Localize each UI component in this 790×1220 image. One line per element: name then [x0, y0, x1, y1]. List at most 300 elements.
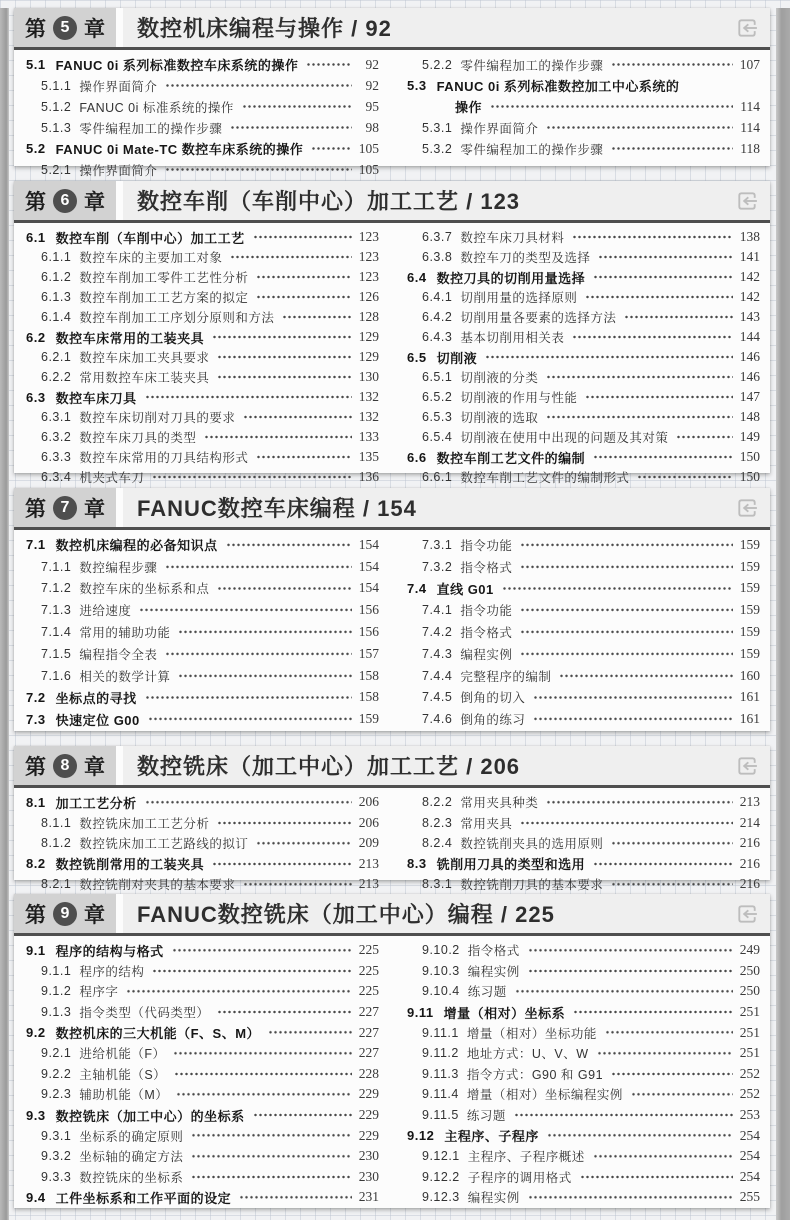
dot-leader — [190, 1125, 352, 1146]
entry-title: 完整程序的编制 — [460, 669, 552, 684]
entry-title: 切削用量各要素的选择方法 — [460, 311, 617, 325]
dot-leader — [190, 1167, 352, 1188]
entry-title: 常用数控车床工装夹具 — [79, 371, 210, 385]
toc-entry — [407, 1105, 760, 1126]
entry-number: 7.4.6 — [422, 712, 453, 727]
entry-number: 9.10.3 — [422, 963, 460, 978]
entry-page: 141 — [739, 249, 760, 264]
dot-leader — [305, 54, 352, 75]
toc-entry — [407, 599, 760, 621]
toc-column-left — [26, 792, 379, 895]
toc-column-right — [407, 940, 760, 1208]
toc-entry — [407, 833, 760, 854]
toc-columns — [14, 530, 770, 730]
toc-entry — [407, 961, 760, 982]
entry-title: 数控车床加工夹具要求 — [79, 351, 210, 365]
entry-title: 数控铣床的坐标系 — [79, 1170, 184, 1185]
entry-page: 146 — [739, 369, 760, 384]
toc-entry — [407, 54, 760, 75]
toc-entry — [26, 1002, 379, 1023]
entry-number: 7.1.6 — [41, 668, 72, 683]
toc-entry — [407, 792, 760, 813]
chapter-title: 数控机床编程与操作 / 92 — [137, 16, 392, 41]
entry-title: 编程指令全表 — [79, 647, 158, 662]
entry-number: 7.4.5 — [422, 690, 453, 705]
entry-title: 机夹式车刀 — [79, 471, 145, 485]
return-arrow-icon — [734, 188, 760, 214]
entry-page: 228 — [358, 1065, 379, 1081]
entry-page: 250 — [739, 962, 760, 978]
entry-title: 倒角的练习 — [460, 713, 526, 728]
entry-page: 161 — [739, 711, 760, 727]
entry-number: 7.4.1 — [422, 603, 453, 618]
toc-entry — [26, 117, 379, 138]
entry-number: 8.1.2 — [41, 836, 72, 851]
entry-title: 切削液的选取 — [460, 411, 539, 425]
dot-leader — [546, 1125, 733, 1146]
dot-leader — [225, 534, 352, 556]
entry-number: 5.2.1 — [41, 162, 72, 177]
entry-title: 数控车床切削对刀具的要求 — [79, 411, 236, 425]
entry-title: 数控车床常用的工装夹具 — [55, 330, 205, 346]
toc-columns — [14, 50, 770, 180]
chapter-prefix: 第 — [25, 755, 46, 779]
entry-page: 230 — [358, 1148, 379, 1164]
entry-page: 154 — [358, 580, 379, 596]
entry-title: 数控机床编程的必备知识点 — [55, 538, 218, 554]
entry-title: 子程序的调用格式 — [467, 1170, 572, 1185]
entry-title: 数控铣床加工工艺路线的拟订 — [79, 837, 249, 852]
chapter-number-badge: 7 — [53, 496, 77, 520]
entry-title: 数控铣削夹具的选用原则 — [460, 837, 604, 852]
toc-entry — [407, 347, 760, 367]
toc-entry — [26, 227, 379, 247]
toc-entry — [26, 447, 379, 467]
entry-title: 常用夹具种类 — [460, 796, 539, 811]
toc-entry — [26, 1146, 379, 1167]
entry-page: 123 — [358, 229, 379, 244]
dot-leader — [151, 961, 352, 982]
entry-title: 主程序、子程序概述 — [467, 1150, 585, 1165]
entry-title: 增量（相对）坐标功能 — [466, 1026, 597, 1041]
entry-number: 9.3.2 — [41, 1149, 72, 1164]
entry-page: 123 — [358, 269, 379, 284]
toc-entry — [407, 1002, 760, 1023]
entry-number: 6.5.4 — [422, 430, 453, 444]
entry-number: 8.1.1 — [41, 815, 72, 830]
toc-entry — [26, 1043, 379, 1064]
entry-page: 128 — [358, 309, 379, 324]
dot-leader — [592, 267, 733, 287]
toc-columns — [14, 936, 770, 1208]
entry-page: 118 — [740, 140, 760, 156]
entry-page: 150 — [739, 469, 760, 484]
entry-number: 8.2.1 — [41, 877, 72, 892]
toc-entry — [407, 854, 760, 875]
toc-columns — [14, 223, 770, 487]
entry-number: 7.3.2 — [422, 559, 453, 574]
entry-title: 零件编程加工的操作步骤 — [460, 142, 604, 157]
entry-title: 数控车床刀具的类型 — [79, 431, 197, 445]
entry-number: 7.1 — [26, 537, 46, 553]
entry-number: 6.1.3 — [41, 290, 72, 304]
toc-entry — [407, 367, 760, 387]
toc-entry — [26, 1187, 379, 1208]
entry-title: 数控车床常用的刀具结构形式 — [79, 451, 249, 465]
toc-entry — [26, 267, 379, 287]
entry-page: 130 — [358, 369, 379, 384]
dot-leader — [216, 578, 352, 600]
dot-leader — [584, 287, 733, 307]
page-right-edge — [776, 8, 790, 1220]
entry-page: 132 — [358, 409, 379, 424]
entry-page: 159 — [358, 711, 379, 727]
toc-page — [14, 8, 770, 1208]
entry-number: 6.3.3 — [41, 450, 72, 464]
dot-leader — [519, 599, 733, 621]
toc-entry — [26, 287, 379, 307]
toc-entry — [26, 1125, 379, 1146]
entry-page: 206 — [358, 794, 379, 810]
entry-number: 7.4.2 — [422, 625, 453, 640]
entry-title: 数控车床的主要加工对象 — [79, 251, 223, 265]
entry-page: 216 — [739, 855, 760, 871]
entry-number: 6.5.2 — [422, 390, 453, 404]
entry-number: 8.2.2 — [422, 795, 453, 810]
chapter-label — [14, 894, 116, 933]
toc-entry — [407, 327, 760, 347]
entry-number: 6.5.1 — [422, 370, 453, 384]
toc-entry — [26, 1167, 379, 1188]
dot-leader — [514, 981, 733, 1002]
toc-columns — [14, 788, 770, 895]
entry-page: 142 — [739, 269, 760, 284]
toc-entry — [26, 833, 379, 854]
entry-page: 150 — [739, 449, 760, 464]
entry-title: 数控车床刀具材料 — [460, 231, 565, 245]
toc-column-left — [26, 940, 379, 1208]
dot-leader — [281, 307, 352, 327]
return-arrow-icon — [734, 495, 760, 521]
toc-column-right — [407, 54, 760, 180]
entry-number: 7.1.1 — [41, 559, 72, 574]
dot-leader — [241, 96, 352, 117]
entry-number: 6.2.2 — [41, 370, 72, 384]
chapter-title: FANUC数控铣床（加工中心）编程 / 225 — [137, 902, 555, 927]
entry-title: 快速定位 G00 — [55, 712, 140, 728]
entry-title: 进给机能（F） — [79, 1047, 166, 1062]
toc-entry — [407, 227, 760, 247]
toc-entry — [407, 665, 760, 687]
entry-title: 数控车削工艺文件的编制形式 — [460, 471, 630, 485]
entry-title: 常用的辅助功能 — [79, 626, 171, 641]
dot-leader — [255, 447, 352, 467]
toc-entry — [407, 467, 760, 487]
entry-page: 154 — [358, 558, 379, 574]
entry-number: 6.4 — [407, 269, 427, 285]
entry-number: 8.2 — [26, 856, 46, 872]
dot-leader — [636, 467, 733, 487]
entry-page: 123 — [358, 249, 379, 264]
toc-entry — [26, 307, 379, 327]
entry-page: 252 — [739, 1086, 760, 1102]
entry-page: 161 — [739, 689, 760, 705]
entry-number: 6.4.1 — [422, 290, 453, 304]
entry-number: 7.1.3 — [41, 603, 72, 618]
toc-entry — [26, 75, 379, 96]
dot-leader — [675, 427, 733, 447]
entry-page: 92 — [365, 77, 379, 93]
dot-leader — [138, 599, 352, 621]
entry-page: 135 — [358, 449, 379, 464]
entry-title: 练习题 — [467, 985, 507, 1000]
entry-title: 指令类型（代码类型） — [79, 1006, 210, 1021]
toc-entry — [26, 599, 379, 621]
entry-number: 7.4.4 — [422, 668, 453, 683]
dot-leader — [252, 227, 352, 247]
entry-number: 6.1.2 — [41, 270, 72, 284]
entry-number: 9.11.4 — [422, 1087, 459, 1102]
dot-leader — [610, 874, 733, 895]
entry-page: 160 — [739, 667, 760, 683]
entry-title: 增量（相对）坐标编程实例 — [466, 1088, 623, 1103]
entry-title: 相关的数学计算 — [79, 669, 171, 684]
entry-title: 练习题 — [466, 1109, 506, 1124]
toc-entry — [407, 407, 760, 427]
entry-page: 158 — [358, 689, 379, 705]
chapter-label — [14, 488, 116, 527]
entry-number: 9.10.2 — [422, 943, 460, 958]
toc-entry — [407, 117, 760, 138]
dot-leader — [610, 833, 733, 854]
entry-number: 9.11 — [407, 1004, 434, 1020]
dot-leader — [203, 427, 352, 447]
entry-page: 133 — [358, 429, 379, 444]
dot-leader — [252, 1105, 352, 1126]
dot-leader — [144, 387, 352, 407]
entry-page: 98 — [365, 119, 379, 135]
entry-page: 206 — [358, 814, 379, 830]
chapter-header — [14, 8, 770, 50]
dot-leader — [267, 1022, 352, 1043]
entry-title: 程序的结构与格式 — [55, 943, 164, 959]
dot-leader — [216, 367, 352, 387]
dot-leader — [592, 447, 733, 467]
toc-entry — [26, 578, 379, 600]
chapter-header — [14, 488, 770, 530]
dot-leader — [211, 327, 352, 347]
entry-number: 9.11.5 — [422, 1108, 459, 1123]
dot-leader — [623, 307, 733, 327]
entry-number: 7.4 — [407, 580, 427, 596]
toc-entry — [26, 138, 379, 159]
entry-number: 5.1.3 — [41, 120, 72, 135]
entry-title: 加工工艺分析 — [55, 795, 137, 811]
entry-number: 7.4.3 — [422, 646, 453, 661]
dot-leader — [571, 327, 733, 347]
dot-leader — [216, 347, 352, 367]
dot-leader — [532, 687, 733, 709]
chapter-title-strip — [123, 181, 770, 220]
entry-number: 6.5 — [407, 349, 427, 365]
entry-page: 149 — [739, 429, 760, 444]
dot-leader — [572, 1002, 733, 1023]
toc-entry — [26, 1064, 379, 1085]
entry-title: 进给速度 — [79, 604, 132, 619]
entry-number: 9.2.1 — [41, 1046, 72, 1061]
dot-leader — [519, 534, 733, 556]
entry-page: 229 — [358, 1127, 379, 1143]
dot-leader — [310, 138, 352, 159]
toc-entry — [26, 981, 379, 1002]
toc-entry — [26, 407, 379, 427]
dot-leader — [177, 621, 352, 643]
entry-page: 143 — [739, 309, 760, 324]
dot-leader — [592, 1146, 733, 1167]
entry-number: 9.1.3 — [41, 1005, 72, 1020]
entry-number: 8.2.3 — [422, 815, 453, 830]
toc-entry — [26, 96, 379, 117]
entry-number: 5.1 — [26, 57, 46, 72]
entry-number: 5.3 — [407, 78, 427, 93]
entry-title: 铣削用刀具的类型和选用 — [436, 857, 586, 873]
chapter-title-strip — [123, 488, 770, 527]
entry-title: 数控车削加工零件工艺性分析 — [79, 271, 249, 285]
entry-title: FANUC 0i 系列标准数控加工中心系统的 — [436, 79, 680, 94]
dot-leader — [255, 833, 352, 854]
entry-title: 数控机床的三大机能（F、S、M） — [55, 1026, 261, 1042]
chapter-suffix: 章 — [84, 755, 105, 779]
toc-entry — [407, 1146, 760, 1167]
entry-title: 指令格式 — [460, 560, 513, 575]
entry-title: 编程实例 — [467, 1191, 520, 1206]
toc-entry — [407, 1022, 760, 1043]
entry-title: 数控车削加工工艺方案的拟定 — [79, 291, 249, 305]
entry-title: 零件编程加工的操作步骤 — [460, 58, 604, 73]
toc-entry — [407, 1167, 760, 1188]
entry-number: 9.12.2 — [422, 1169, 460, 1184]
entry-page: 251 — [739, 1004, 760, 1020]
toc-entry — [407, 578, 760, 600]
entry-page: 126 — [358, 289, 379, 304]
toc-entry — [26, 54, 379, 75]
toc-column-left — [26, 54, 379, 180]
entry-page: 231 — [358, 1189, 379, 1205]
entry-page: 92 — [365, 56, 379, 72]
entry-number: 6.4.3 — [422, 330, 453, 344]
toc-entry — [26, 556, 379, 578]
chapter-suffix: 章 — [84, 190, 105, 214]
dot-leader — [532, 708, 733, 730]
chapter-prefix: 第 — [25, 497, 46, 521]
toc-entry — [26, 792, 379, 813]
entry-page: 129 — [358, 329, 379, 344]
dot-leader — [144, 687, 352, 709]
toc-entry — [407, 307, 760, 327]
entry-number: 9.2.3 — [41, 1087, 72, 1102]
toc-entry — [26, 1105, 379, 1126]
entry-page: 95 — [365, 98, 379, 114]
entry-number: 9.4 — [26, 1189, 46, 1205]
entry-number: 5.1.1 — [41, 78, 72, 93]
dot-leader — [238, 1187, 352, 1208]
dot-leader — [571, 227, 733, 247]
toc-entry — [407, 556, 760, 578]
entry-title: 操作界面简介 — [79, 163, 158, 178]
entry-title: 增量（相对）坐标系 — [443, 1005, 566, 1021]
chapter-number-badge: 5 — [53, 16, 77, 40]
toc-entry — [26, 813, 379, 834]
entry-page: 254 — [739, 1127, 760, 1143]
entry-number: 7.1.4 — [41, 625, 72, 640]
dot-leader — [519, 556, 733, 578]
entry-number: 5.2 — [26, 141, 46, 156]
entry-page: 209 — [358, 835, 379, 851]
dot-leader — [545, 407, 733, 427]
entry-page: 255 — [739, 1189, 760, 1205]
chapter-suffix: 章 — [84, 17, 105, 41]
entry-title: FANUC 0i Mate-TC 数控车床系统的操作 — [55, 142, 304, 157]
dot-leader — [597, 247, 733, 267]
entry-page: 154 — [358, 536, 379, 552]
entry-page: 253 — [739, 1107, 760, 1123]
entry-title: 坐标轴的确定方法 — [79, 1150, 184, 1165]
toc-entry — [407, 1084, 760, 1105]
toc-column-right — [407, 792, 760, 895]
entry-title: 地址方式：U、V、W — [466, 1047, 589, 1062]
entry-number: 6.1.1 — [41, 250, 72, 264]
toc-entry — [407, 708, 760, 730]
entry-page: 227 — [358, 1024, 379, 1040]
dot-leader — [125, 981, 352, 1002]
entry-number: 8.1 — [26, 794, 46, 810]
return-arrow-icon — [734, 15, 760, 41]
entry-title: 辅助机能（M） — [79, 1088, 169, 1103]
entry-page: 251 — [739, 1024, 760, 1040]
entry-title: 切削液 — [436, 350, 478, 366]
entry-title: 常用夹具 — [460, 816, 513, 831]
dot-leader — [190, 1146, 352, 1167]
entry-number: 6.5.3 — [422, 410, 453, 424]
dot-leader — [579, 1167, 733, 1188]
dot-leader — [164, 75, 352, 96]
entry-number: 6.1.4 — [41, 310, 72, 324]
toc-entry — [407, 75, 760, 96]
chapter-title: 数控铣床（加工中心）加工工艺 / 206 — [137, 754, 521, 779]
dot-leader — [164, 556, 352, 578]
toc-entry — [407, 287, 760, 307]
entry-number: 9.11.3 — [422, 1066, 459, 1081]
entry-title: 数控铣床（加工中心）的坐标系 — [55, 1108, 245, 1124]
entry-number: 8.3 — [407, 856, 427, 872]
dot-leader — [242, 874, 352, 895]
entry-title: 零件编程加工的操作步骤 — [79, 121, 223, 136]
entry-title: 数控车刀的类型及选择 — [460, 251, 591, 265]
entry-title: 倒角的切入 — [460, 691, 526, 706]
entry-page: 159 — [739, 624, 760, 640]
entry-number: 6.6 — [407, 449, 427, 465]
entry-page: 136 — [358, 469, 379, 484]
toc-column-right — [407, 534, 760, 730]
entry-page: 225 — [358, 942, 379, 958]
toc-column-left — [26, 534, 379, 730]
entry-title: 坐标系的确定原则 — [79, 1129, 184, 1144]
dot-leader — [151, 467, 352, 487]
entry-page: 114 — [740, 119, 760, 135]
toc-entry — [407, 247, 760, 267]
toc-entry — [407, 940, 760, 961]
entry-title: 数控车床刀具 — [55, 390, 137, 406]
